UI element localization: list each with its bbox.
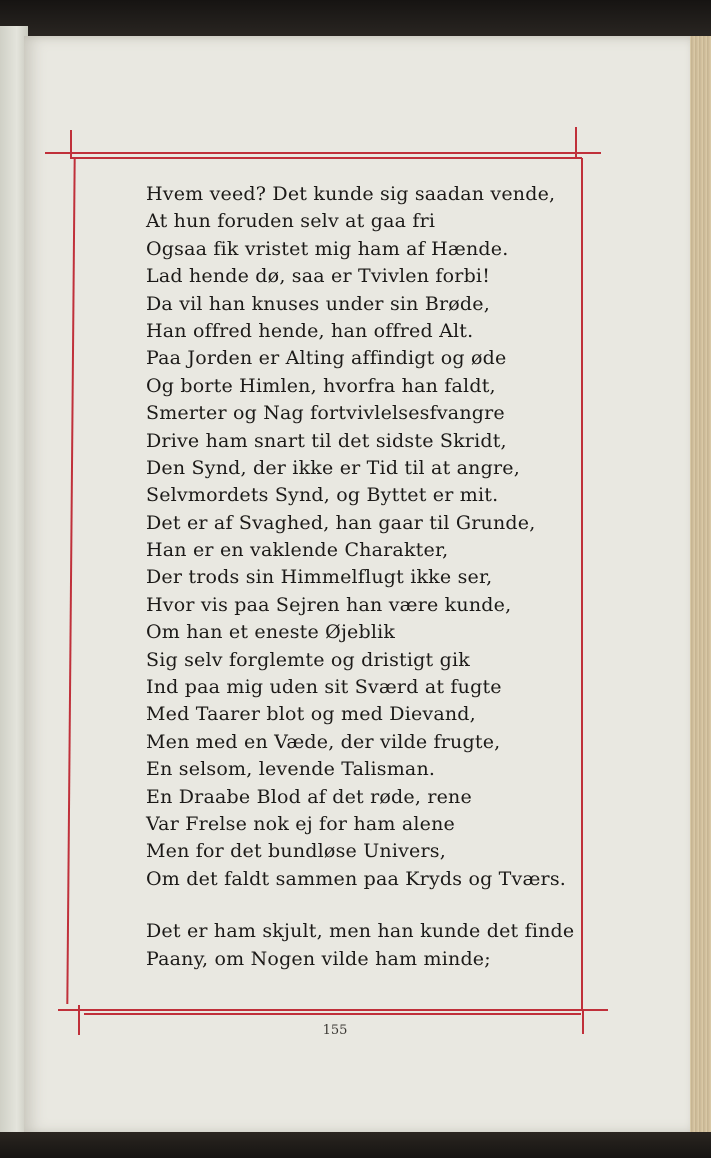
verse-line: Paany, om Nogen vilde ham minde; <box>146 947 491 970</box>
verse-line: Om det faldt sammen paa Kryds og Tværs. <box>146 867 567 890</box>
verse-line: Men for det bundløse Univers, <box>146 840 446 863</box>
verse-line: Smerter og Nag fortvivlelsesfvangre <box>146 402 505 425</box>
verse-line: Paa Jorden er Alting affindigt og øde <box>146 347 507 370</box>
stanza-1 <box>146 181 566 893</box>
verse-line: Om han et eneste Øjeblik <box>146 621 396 644</box>
frame-right-rule-long <box>581 158 583 1010</box>
frame-right-rule <box>575 127 577 158</box>
verse-line: Ind paa mig uden sit Sværd at fugte <box>146 676 502 699</box>
verse-line: Var Frelse nok ej for ham alene <box>146 812 455 835</box>
verse-line: Hvem veed? Det kunde sig saadan vende, <box>146 183 556 205</box>
frame-left-rule-bottom <box>78 1005 80 1035</box>
verse-line: Men med en Væde, der vilde frugte, <box>146 730 501 753</box>
frame-right-rule-bottom <box>582 1011 584 1034</box>
verse-line: Med Taarer blot og med Dievand, <box>146 703 476 726</box>
frame-bottom-rule <box>58 1009 608 1011</box>
verse-line: Ogsaa fik vristet mig ham af Hænde. <box>146 237 509 260</box>
verse-line: Den Synd, der ikke er Tid til at angre, <box>146 456 520 479</box>
page-block-edges <box>690 36 711 1134</box>
poem-text <box>146 181 575 973</box>
verse-line: Selvmordets Synd, og Byttet er mit. <box>146 484 499 507</box>
verse-line: Lad hende dø, saa er Tvivlen forbi! <box>146 265 491 288</box>
verse-line: Da vil han knuses under sin Brøde, <box>146 292 490 315</box>
verse-line: Drive ham snart til det sidste Skridt, <box>146 429 507 452</box>
verse-line: Sig selv forglemte og dristigt gik <box>146 648 470 671</box>
verse-line: Og borte Himlen, hvorfra han faldt, <box>146 374 496 397</box>
verse-line: Han offred hende, han offred Alt. <box>146 319 474 342</box>
scan-background-top <box>0 0 711 40</box>
verse-line: Det er af Svaghed, han gaar til Grunde, <box>146 511 536 534</box>
verse-line: Hvor vis paa Sejren han være kunde, <box>146 593 512 616</box>
stanza-break <box>146 893 566 918</box>
frame-top-rule-inner <box>70 157 582 159</box>
stanza-2 <box>146 918 575 973</box>
page-number: 155 <box>322 1023 348 1038</box>
verse-line: Der trods sin Himmelflugt ikke ser, <box>146 566 493 589</box>
frame-left-rule <box>70 130 72 158</box>
verse-line: Det er ham skjult, men han kunde det finde <box>146 920 575 943</box>
verse-line: En selsom, levende Talisman. <box>146 758 436 781</box>
verse-line: Han er en vaklende Charakter, <box>146 539 449 562</box>
frame-bottom-rule-inner <box>84 1013 581 1015</box>
verse-line: At hun foruden selv at gaa fri <box>146 210 436 233</box>
verse-line: En Draabe Blod af det røde, rene <box>146 785 472 808</box>
frame-top-rule <box>45 152 601 154</box>
scan-background-bottom <box>0 1132 711 1158</box>
